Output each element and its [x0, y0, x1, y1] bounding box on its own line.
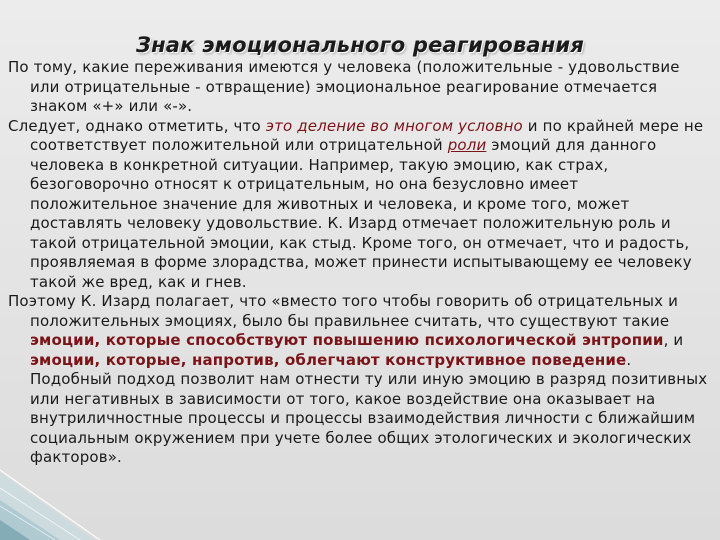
highlight-constructive-emotions: эмоции, которые, напротив, облегчают конструктивное поведение — [30, 350, 627, 369]
paragraph-3-text: Поэтому К. Изард полагает, что «вместо того чтобы говорить об отрицательных и положительных эмоциях, было бы правильнее считать, что существуют такие — [8, 292, 679, 330]
paragraph-1 — [8, 58, 710, 117]
paragraph-3-text: , и — [663, 331, 684, 349]
slide-title-text: Знак эмоционального реагирования — [135, 33, 585, 57]
highlight-role: роли — [447, 136, 487, 154]
paragraph-2 — [8, 117, 710, 293]
slide-title — [0, 22, 720, 60]
slide-body — [8, 58, 710, 468]
paragraph-2-text: Следует, однако отметить, что — [8, 116, 266, 135]
paragraph-2-text: эмоций для данного человека в конкретной ситуации. Например, такую эмоцию, как страх, безоговорочно относят к отрицательным, но она безусловно имеет положительное значение для животных и человека, и кроме того, может доставлять человеку удовольствие. К. Изард отмечает положительную роль и такой отрицательной эмоции, как стыд. Кроме того, он отмечает, что и радость, проявляемая в форме злорадства, может принести испытывающему ее человеку такой же вред, как и гнев. — [30, 136, 692, 291]
highlight-entropy-emotions: эмоции, которые способствуют повышению психологической энтропии — [30, 331, 664, 349]
paragraph-3-text: . Подобный подход позволит нам отнести ту или иную эмоцию в разряд позитивных или негативных в зависимости от того, какое воздействие она оказывает на внутриличностные процессы и процессы взаимодействия личности с ближайшим социальным окружением при учете более общих этологических и экологических факторов». — [30, 350, 708, 466]
paragraph-3 — [8, 292, 710, 468]
highlight-conditional-division: это деление во многом условно — [265, 116, 523, 135]
paragraph-1-text: По тому, какие переживания имеются у человека (положительные - удовольствие или отрицательные - отвращение) эмоциональное реагирование отмечается знаком «+» или «-». — [8, 58, 680, 115]
paragraph-2-text: и по крайней мере не соответствует положительной или отрицательной — [30, 116, 704, 154]
